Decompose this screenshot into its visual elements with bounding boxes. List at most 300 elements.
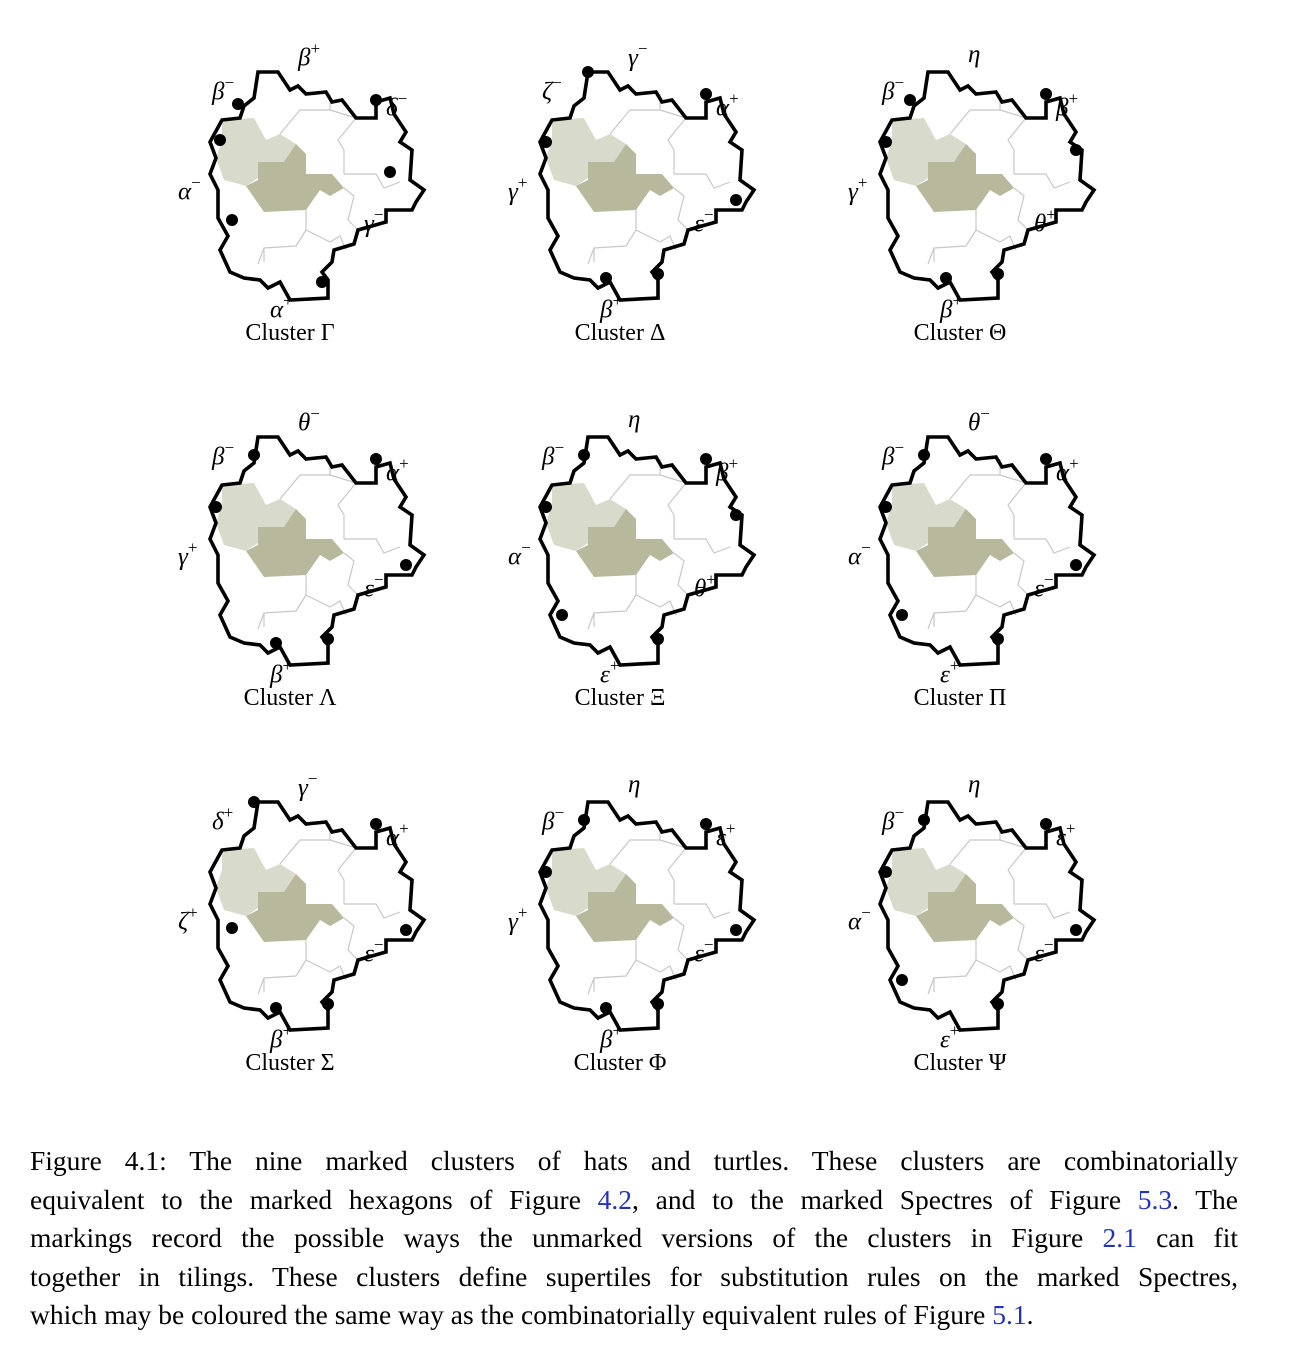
cluster-pi [810,395,1110,725]
internal-edge [344,553,358,595]
internal-edge [258,248,264,264]
edge-label-left [178,538,198,571]
edge-sign: + [1046,205,1056,224]
edge-symbol: θ [968,409,981,437]
edge-sign: − [373,570,384,589]
internal-edge [1014,553,1028,595]
edge-label-top [968,404,990,437]
marker-dot-icon [1040,453,1052,465]
edge-label-right-upper [1056,454,1079,487]
edge-symbol: ε [940,661,950,689]
edge-label-bottom [940,1021,960,1054]
edge-symbol: β [212,443,225,471]
internal-edge [1014,904,1070,918]
marker-dot-icon [1070,559,1082,571]
edge-symbol: β [270,661,283,689]
caption-text: . [1026,1299,1034,1331]
edge-symbol: α [848,908,862,936]
marker-dot-icon [540,866,552,878]
edge-label-bottom [940,656,960,689]
edge-label-right-upper [716,454,739,487]
edge-sign: − [703,935,714,954]
edge-label-upper-left [212,438,235,471]
edge-sign: − [894,803,905,822]
marker-dot-icon [992,998,1004,1010]
marker-dot-icon [1040,818,1052,830]
edge-symbol: α [848,543,862,571]
internal-edge [674,188,688,230]
edge-symbol: ε [1056,824,1066,852]
internal-edge [264,960,306,992]
edge-label-bottom [270,1021,293,1054]
marker-dot-icon [370,818,382,830]
edge-label-upper-left [882,803,905,836]
marker-dot-icon [214,134,226,146]
marker-dot-icon [700,818,712,830]
edge-symbol: δ [212,808,224,836]
caption-text: can fit [1136,1222,1238,1254]
internal-edge [674,904,730,918]
edge-sign: − [224,438,235,457]
marker-dot-icon [322,998,334,1010]
internal-edge [338,118,356,174]
caption-text: , and to the marked Spectres of Figure [632,1183,1138,1215]
edge-symbol: β [882,78,895,106]
marker-dot-icon [384,166,396,178]
edge-symbol: β [716,459,729,487]
edge-sign: − [1043,570,1054,589]
edge-symbol: θ [298,409,311,437]
edge-sign: + [399,819,409,838]
internal-edge [344,539,400,553]
marker-dot-icon [578,814,590,826]
marker-dot-icon [652,998,664,1010]
cluster-title: Cluster Λ [243,685,337,711]
internal-edge [610,824,660,864]
internal-edge [344,918,358,960]
internal-edge [306,210,346,250]
figure-reference-link[interactable]: 4.2 [597,1183,633,1215]
caption-text: Figure 4.1: The nine marked clusters of hats and turtles. These clusters are combinatorially [30,1145,1238,1176]
edge-sign: + [517,903,528,922]
edge-label-right-lower [694,570,716,603]
marker-dot-icon [578,449,590,461]
internal-edge [1008,848,1026,904]
edge-label-left [508,538,531,571]
internal-edge [928,978,934,994]
marker-dot-icon [248,449,260,461]
edge-label-right-lower [694,205,714,238]
internal-edge [344,904,400,918]
edge-symbol: α [386,824,400,852]
edge-sign: + [949,1021,960,1040]
edge-sign: − [637,39,648,58]
edge-sign: + [949,656,960,675]
edge-label-upper-left [542,73,562,106]
edge-label-left [848,903,871,936]
edge-symbol: β [600,296,613,324]
edge-symbol: γ [298,774,308,802]
marker-dot-icon [652,268,664,280]
cluster-title: Cluster Φ [573,1050,667,1076]
internal-edge [258,978,264,994]
marker-dot-icon [730,924,742,936]
internal-edge [636,940,676,980]
internal-edge [674,539,730,553]
marker-dot-icon [540,501,552,513]
edge-symbol: ε [1034,940,1044,968]
internal-edge [1014,188,1028,230]
internal-edge [264,595,306,627]
marker-dot-icon [400,924,412,936]
edge-label-top [628,407,640,432]
internal-edge [668,483,686,539]
marker-dot-icon [940,272,952,284]
edge-label-right-upper [716,89,739,122]
marker-dot-icon [918,449,930,461]
edge-label-right-upper [386,454,409,487]
cluster-title: Cluster Θ [913,320,1007,346]
caption-line [30,1296,1238,1335]
marker-dot-icon [1070,924,1082,936]
edge-symbol: β [212,78,225,106]
caption-line [30,1258,1238,1297]
edge-sign: − [373,205,384,224]
marker-dot-icon [540,136,552,148]
internal-edge [1008,118,1026,174]
internal-edge [934,960,976,992]
caption-text: equivalent to the marked hexagons of Figure [30,1183,598,1215]
edge-sign: + [517,173,528,192]
edge-label-left [178,903,198,936]
edge-sign: + [725,819,736,838]
edge-label-upper-left [882,73,905,106]
edge-sign: − [861,538,871,557]
edge-sign: − [397,89,408,108]
edge-label-right-lower [364,935,384,968]
edge-sign: + [952,291,963,310]
edge-symbol: γ [508,178,518,206]
caption-line [30,1219,1238,1258]
caption-line [30,1142,1238,1181]
edge-symbol: ε [694,940,704,968]
cluster-title: Cluster Δ [574,320,666,346]
edge-symbol: β [542,808,555,836]
marker-dot-icon [556,609,568,621]
edge-sign: + [857,173,868,192]
edge-sign: + [729,89,739,108]
figure-caption [30,1142,1238,1335]
edge-label-right-lower [1034,570,1054,603]
edge-sign: + [399,454,409,473]
edge-symbol: ε [364,575,374,603]
edge-sign: + [612,291,623,310]
edge-label-upper-left [882,438,905,471]
edge-symbol: ε [716,824,726,852]
edge-symbol: β [882,443,895,471]
edge-sign: − [554,803,565,822]
edge-symbol: β [882,808,895,836]
cluster-delta [470,30,770,360]
internal-edge [1014,174,1070,188]
marker-dot-icon [730,509,742,521]
caption-text: markings record the possible ways the unmarked versions of the clusters in Figure [30,1222,1103,1254]
internal-edge [280,94,330,134]
edge-sign: + [187,538,198,557]
edge-sign: + [282,1021,293,1040]
edge-symbol: η [628,406,641,433]
edge-label-left [848,538,871,571]
edge-symbol: ε [940,1026,950,1054]
internal-edge [934,230,976,262]
marker-dot-icon [210,501,222,513]
edge-label-bottom [600,656,620,689]
edge-sign: − [980,404,990,423]
edge-label-top [628,772,640,797]
edge-label-left [178,173,201,206]
edge-label-bottom [940,291,963,324]
marker-dot-icon [226,922,238,934]
edge-symbol: α [178,178,192,206]
marker-dot-icon [1070,144,1082,156]
cluster-title: Cluster Σ [245,1050,335,1076]
internal-edge [344,188,358,230]
internal-edge [306,575,346,615]
marker-dot-icon [400,559,412,571]
marker-dot-icon [700,453,712,465]
internal-edge [674,174,730,188]
caption-text: together in tilings. These clusters define supertiles for substitution rules on the marked Spectres, [30,1260,1238,1292]
marker-dot-icon [370,453,382,465]
edge-label-right-upper [386,89,408,122]
edge-label-right-upper [716,819,736,852]
internal-edge [594,595,636,627]
edge-label-left [508,173,528,206]
caption-text: which may be coloured the same way as the combinatorially equivalent rules of Figure [30,1299,993,1331]
cluster-title: Cluster Γ [245,320,335,346]
internal-edge [928,248,934,264]
edge-sign: + [1069,454,1079,473]
internal-edge [338,483,356,539]
edge-symbol: α [386,459,400,487]
edge-sign: + [283,291,293,310]
marker-dot-icon [270,637,282,649]
edge-symbol: θ [694,575,707,603]
edge-symbol: γ [628,44,638,72]
edge-symbol: β [542,443,555,471]
edge-label-right-lower [694,935,714,968]
internal-edge [674,918,688,960]
internal-edge [588,248,594,264]
edge-symbol: ε [364,940,374,968]
cluster-sigma [140,760,440,1090]
internal-edge [976,210,1016,250]
internal-edge [588,978,594,994]
edge-symbol: γ [508,908,518,936]
edge-symbol: α [508,543,522,571]
cluster-lambda [140,395,440,725]
marker-dot-icon [248,796,260,808]
internal-edge [306,940,346,980]
marker-dot-icon [316,276,328,288]
edge-sign: − [554,438,565,457]
edge-sign: − [894,73,905,92]
edge-symbol: η [628,771,641,798]
edge-sign: + [728,454,739,473]
edge-sign: − [224,73,235,92]
edge-symbol: β [270,1026,283,1054]
edge-sign: − [373,935,384,954]
marker-dot-icon [904,94,916,106]
caption-line [30,1181,1238,1220]
edge-label-top [968,42,980,67]
marker-dot-icon [370,94,382,106]
edge-symbol: δ [386,94,398,122]
edge-sign: − [310,404,320,423]
marker-dot-icon [918,814,930,826]
internal-edge [594,960,636,992]
cluster-psi [810,760,1110,1090]
internal-edge [280,824,330,864]
marker-dot-icon [322,633,334,645]
edge-symbol: ε [694,210,704,238]
edge-symbol: β [298,44,311,72]
marker-dot-icon [582,66,594,78]
edge-symbol: ζ [178,908,189,936]
edge-symbol: ε [600,661,610,689]
marker-dot-icon [1040,88,1052,100]
internal-edge [588,613,594,629]
edge-label-right-lower [1034,935,1054,968]
internal-edge [610,459,660,499]
edge-label-top [968,772,980,797]
marker-dot-icon [700,88,712,100]
marker-dot-icon [652,633,664,645]
edge-sign: + [1068,89,1079,108]
internal-edge [950,94,1000,134]
edge-label-right-lower [364,205,384,238]
edge-sign: + [188,903,198,922]
edge-symbol: ε [1034,575,1044,603]
cluster-theta [810,30,1110,360]
marker-dot-icon [992,633,1004,645]
marker-dot-icon [896,974,908,986]
figure-reference-link[interactable]: 5.3 [1137,1183,1173,1215]
internal-edge [1008,483,1026,539]
marker-dot-icon [226,214,238,226]
marker-dot-icon [600,1002,612,1014]
edge-label-right-upper [386,819,409,852]
marker-dot-icon [880,136,892,148]
edge-sign: − [307,769,318,788]
edge-label-bottom [600,291,623,324]
edge-label-bottom [600,1021,623,1054]
marker-dot-icon [730,194,742,206]
edge-sign: − [861,903,871,922]
cluster-phi [470,760,770,1090]
cluster-title: Cluster Ξ [574,685,666,711]
caption-text: . The [1172,1183,1238,1215]
edge-label-bottom [270,656,293,689]
edge-symbol: γ [848,178,858,206]
internal-edge [976,575,1016,615]
cluster-xi [470,395,770,725]
edge-label-right-upper [1056,89,1079,122]
internal-edge [636,575,676,615]
edge-label-top [628,39,648,72]
marker-dot-icon [270,1002,282,1014]
internal-edge [668,848,686,904]
edge-label-right-upper [1056,819,1076,852]
edge-sign: + [310,39,321,58]
edge-symbol: η [968,771,981,798]
internal-edge [674,553,688,595]
marker-dot-icon [880,501,892,513]
internal-edge [636,210,676,250]
edge-symbol: β [1056,94,1069,122]
edge-sign: − [552,73,562,92]
edge-symbol: β [940,296,953,324]
edge-sign: − [191,173,201,192]
internal-edge [1014,918,1028,960]
internal-edge [976,940,1016,980]
edge-label-left [508,903,528,936]
edge-label-bottom [270,291,293,324]
edge-sign: − [521,538,531,557]
edge-symbol: α [270,296,284,324]
internal-edge [1014,539,1070,553]
edge-label-top [298,404,320,437]
edge-label-top [298,39,321,72]
edge-symbol: β [600,1026,613,1054]
internal-edge [280,459,330,499]
edge-label-right-lower [364,570,384,603]
internal-edge [950,824,1000,864]
edge-sign: + [706,570,716,589]
edge-symbol: θ [1034,210,1047,238]
cluster-title: Cluster Π [913,685,1007,711]
marker-dot-icon [896,609,908,621]
edge-sign: + [609,656,620,675]
internal-edge [934,595,976,627]
internal-edge [928,613,934,629]
edge-label-upper-left [542,803,565,836]
edge-sign: − [894,438,905,457]
figure-reference-link[interactable]: 5.1 [992,1299,1027,1331]
marker-dot-icon [992,268,1004,280]
edge-label-top [298,769,318,802]
edge-sign: − [1043,935,1054,954]
edge-sign: + [282,656,293,675]
internal-edge [950,459,1000,499]
edge-label-upper-left [212,73,235,106]
internal-edge [668,118,686,174]
internal-edge [258,613,264,629]
marker-dot-icon [600,272,612,284]
edge-label-right-lower [1034,205,1056,238]
edge-label-left [848,173,868,206]
edge-label-upper-left [542,438,565,471]
edge-symbol: ζ [542,78,553,106]
figure-reference-link[interactable]: 2.1 [1102,1222,1137,1254]
edge-sign: + [223,803,234,822]
edge-symbol: α [716,94,730,122]
edge-symbol: η [968,41,981,68]
cluster-title: Cluster Ψ [913,1050,1007,1076]
internal-edge [264,230,306,262]
internal-edge [594,230,636,262]
edge-sign: + [1065,819,1076,838]
